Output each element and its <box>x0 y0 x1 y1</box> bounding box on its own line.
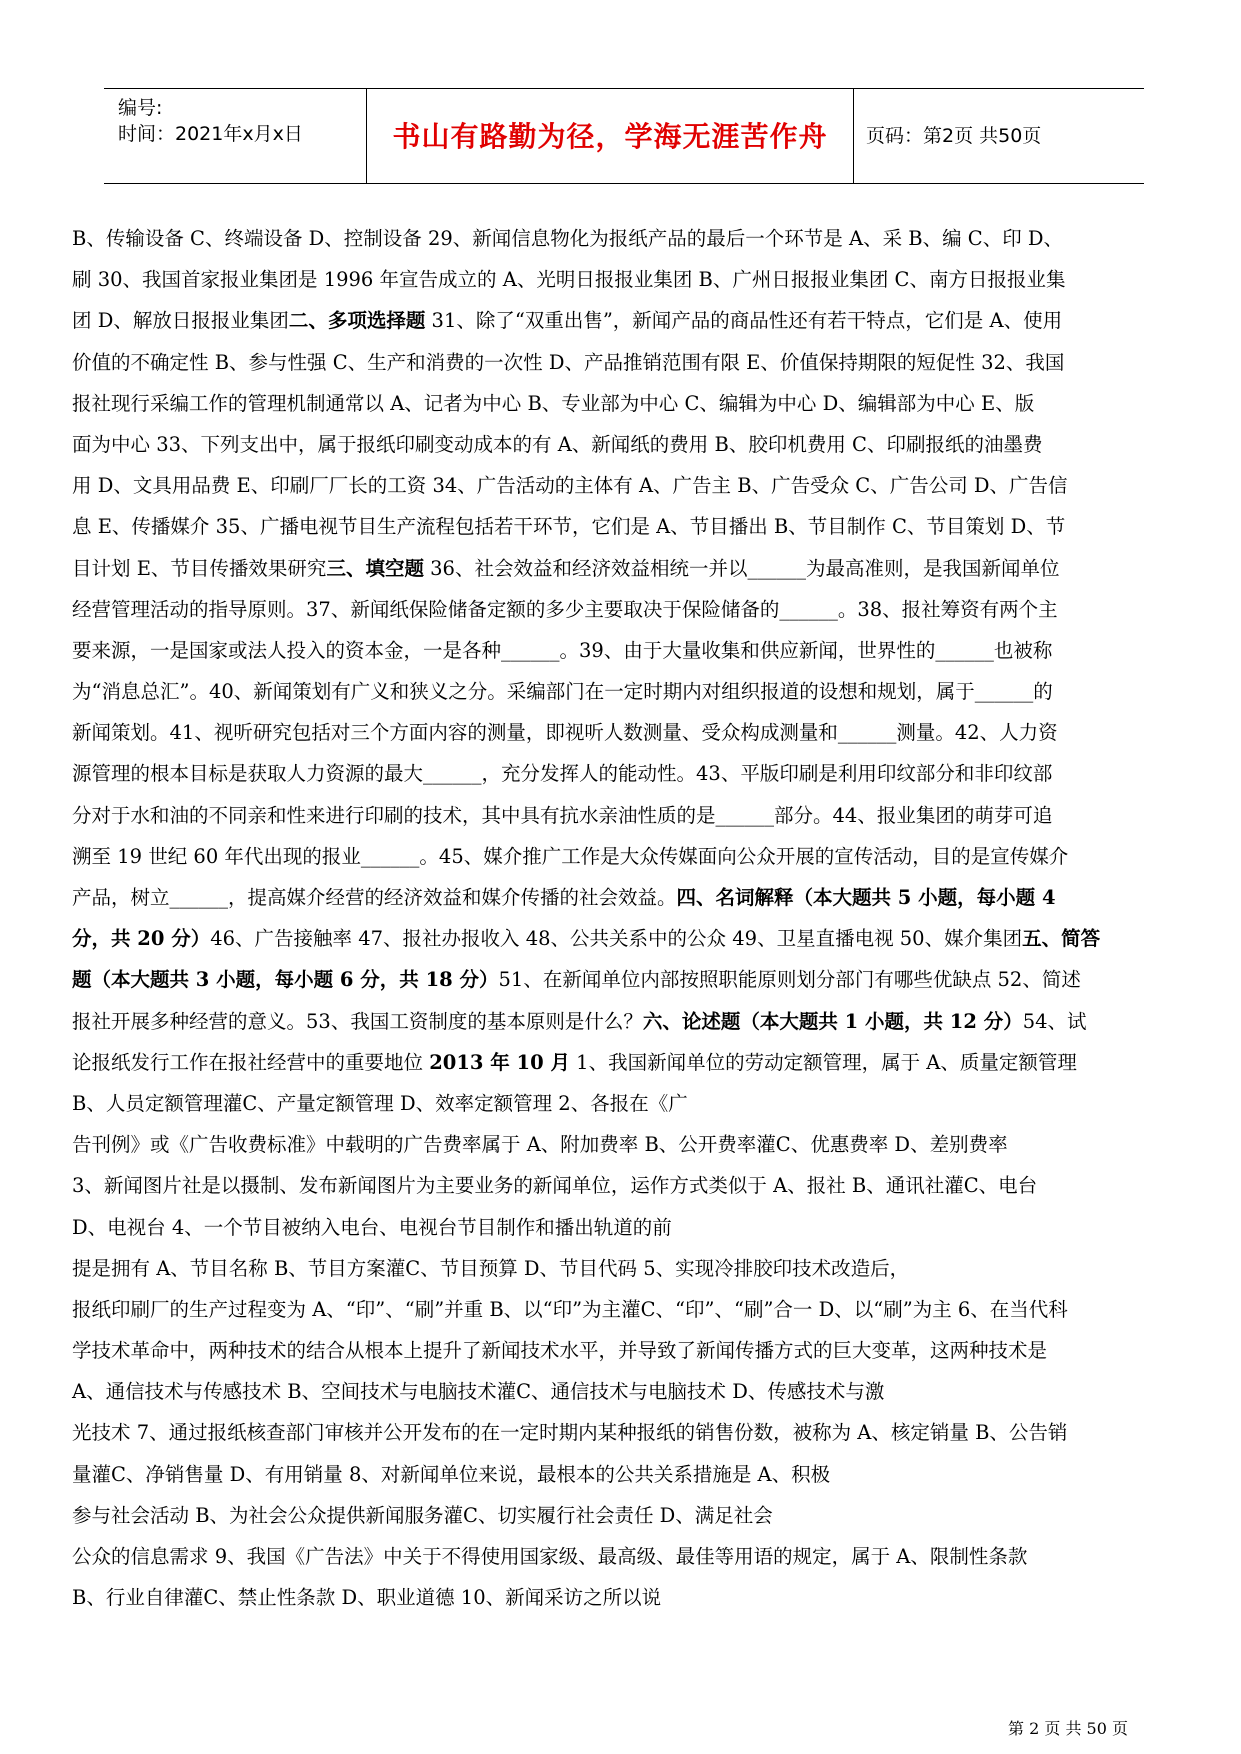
text-segment: 面为中心 33、下列支出中，属于报纸印刷变动成本的有 A、新闻纸的费用 B、胶印机费用 C、印刷报纸的油墨费 <box>72 432 1043 456</box>
text-segment: 51、在新闻单位内部按照职能原则划分部门有哪些优缺点 52、简述 <box>498 968 1081 992</box>
text-segment: 经营管理活动的指导原则。37、新闻纸保险储备定额的多少主要取决于保险储备的______。38、报社筹资有两个主 <box>72 597 1058 621</box>
section-heading: 二、多项选择题 <box>288 309 426 333</box>
text-line <box>72 1330 1172 1371</box>
text-segment: 36、社会效益和经济效益相统一并以______为最高准则，是我国新闻单位 <box>423 556 1060 580</box>
text-segment: 3、新闻图片社是以摄制、发布新闻图片为主要业务的新闻单位，运作方式类似于 A、报社 B、通讯社灌C、电台 <box>72 1174 1038 1198</box>
text-line <box>72 589 1172 630</box>
text-segment: B、行业自律灌C、禁止性条款 D、职业道德 10、新闻采访之所以说 <box>72 1586 662 1610</box>
text-line <box>72 1083 1172 1124</box>
text-line <box>72 342 1172 383</box>
text-line <box>72 1412 1172 1453</box>
text-line <box>72 1124 1172 1165</box>
text-segment: 公众的信息需求 9、我国《广告法》中关于不得使用国家级、最高级、最佳等用语的规定，属于 A、限制性条款 <box>72 1545 1028 1568</box>
text-line <box>72 506 1172 547</box>
header-motto-cell <box>366 89 854 183</box>
text-line <box>72 1248 1172 1289</box>
text-segment: B、传输设备 C、终端设备 D、控制设备 29、新闻信息物化为报纸产品的最后一个环节是 A、采 B、编 C、印 D、 <box>72 227 1064 250</box>
section-heading: 三、填空题 <box>326 556 424 580</box>
text-line <box>72 1495 1172 1536</box>
text-segment: 刷 30、我国首家报业集团是 1996 年宣告成立的 A、光明日报报业集团 B、广州日报报业集团 C、南方日报报业集 <box>72 268 1066 292</box>
text-line <box>72 877 1172 918</box>
text-line <box>72 383 1172 424</box>
text-segment: 报纸印刷厂的生产过程变为 A、“印”、“刷”并重 B、以“印”为主灌C、“印”、“刷”合一 D、以“刷”为主 6、在当代科 <box>72 1297 1068 1321</box>
text-line <box>72 259 1172 300</box>
text-segment: 参与社会活动 B、为社会公众提供新闻服务灌C、切实履行社会责任 D、满足社会 <box>72 1503 773 1527</box>
page-header <box>104 88 1144 184</box>
text-line <box>72 1042 1172 1083</box>
page-footer: 第 2 页 共 50 页 <box>1008 1719 1128 1738</box>
text-segment: D、电视台 4、一个节目被纳入电台、电视台节目制作和播出轨道的前 <box>72 1215 672 1239</box>
text-line <box>72 1577 1172 1618</box>
text-segment: 团 D、解放日报报业集团 <box>72 309 289 333</box>
document-body <box>72 218 1172 1618</box>
section-heading: 分，共 20 分） <box>72 927 211 951</box>
text-segment: 价值的不确定性 B、参与性强 C、生产和消费的一次性 D、产品推销范围有限 E、价值保持期限的短促性 32、我国 <box>72 350 1065 374</box>
text-line <box>72 836 1172 877</box>
text-line <box>72 300 1172 341</box>
text-line <box>72 218 1172 259</box>
motto-text: 书山有路勤为径，学海无涯苦作舟 <box>392 120 828 153</box>
header-right-cell <box>854 89 1144 183</box>
text-line <box>72 1536 1172 1577</box>
text-segment: 学技术革命中，两种技术的结合从根本上提升了新闻技术水平，并导致了新闻传播方式的巨大变革，这两种技术是 <box>72 1339 1048 1363</box>
text-segment: B、人员定额管理灌C、产量定额管理 D、效率定额管理 2、各报在《广 <box>72 1091 688 1115</box>
text-segment: 论报纸发行工作在报社经营中的重要地位 <box>72 1050 430 1074</box>
section-heading: 五、简答 <box>1022 927 1101 951</box>
text-segment: 提是拥有 A、节目名称 B、节目方案灌C、节目预算 D、节目代码 5、实现冷排胶印技术改造后， <box>72 1256 910 1280</box>
header-left-cell <box>104 89 366 183</box>
text-line <box>72 1289 1172 1330</box>
text-line <box>72 959 1172 1000</box>
page-code: 页码：第2页 共50页 <box>866 125 1042 147</box>
text-segment: 告刊例》或《广告收费标准》中载明的广告费率属于 A、附加费率 B、公开费率灌C、优惠费率 D、差别费率 <box>72 1133 1008 1157</box>
text-segment: 光技术 7、通过报纸核查部门审核并公开发布的在一定时期内某种报纸的销售份数，被称为 A、核定销量 B、公告销 <box>72 1421 1068 1445</box>
text-segment: 为“消息总汇”。40、新闻策划有广义和狭义之分。采编部门在一定时期内对组织报道的设想和规划，属于______的 <box>72 680 1053 704</box>
text-segment: 源管理的根本目标是获取人力资源的最大______，充分发挥人的能动性。43、平版印刷是利用印纹部分和非印纹部 <box>72 762 1053 786</box>
text-line <box>72 753 1172 794</box>
section-heading: 四、名词解释（本大题共 5 小题，每小题 4 <box>676 886 1056 909</box>
section-heading: 2013 年 10 月 <box>429 1050 570 1074</box>
text-line <box>72 712 1172 753</box>
text-line <box>72 465 1172 506</box>
text-line <box>72 671 1172 712</box>
text-segment: 46、广告接触率 47、报社办报收入 48、公共关系中的公众 49、卫星直播电视 50、媒介集团 <box>210 927 1023 951</box>
text-segment: 1、我国新闻单位的劳动定额管理，属于 A、质量定额管理 <box>569 1050 1077 1074</box>
text-segment: 目计划 E、节目传播效果研究 <box>72 556 327 580</box>
text-segment: 新闻策划。41、视听研究包括对三个方面内容的测量，即视听人数测量、受众构成测量和______测量。42、人力资 <box>72 721 1058 745</box>
text-segment: 分对于水和油的不同亲和性来进行印刷的技术，其中具有抗水亲油性质的是______部分。44、报业集团的萌芽可追 <box>72 803 1053 827</box>
text-line <box>72 424 1172 465</box>
text-line <box>72 918 1172 959</box>
text-segment: 要来源，一是国家或法人投入的资本金，一是各种______。39、由于大量收集和供应新闻，世界性的______也被称 <box>72 638 1053 662</box>
text-line <box>72 1371 1172 1412</box>
text-segment: 息 E、传播媒介 35、广播电视节目生产流程包括若干环节，它们是 A、节目播出 B、节目制作 C、节目策划 D、节 <box>72 515 1066 539</box>
text-segment: 产品，树立______，提高媒介经营的经济效益和媒介传播的社会效益。 <box>72 886 677 909</box>
text-line <box>72 795 1172 836</box>
text-segment: 用 D、文具用品费 E、印刷厂厂长的工资 34、广告活动的主体有 A、广告主 B、广告受众 C、广告公司 D、广告信 <box>72 474 1068 498</box>
section-heading: 题（本大题共 3 小题，每小题 6 分，共 18 分） <box>72 968 499 992</box>
text-line <box>72 548 1172 589</box>
time-label: 时间：2021年x月x日 <box>118 123 303 145</box>
text-segment: 溯至 19 世纪 60 年代出现的报业______。45、媒介推广工作是大众传媒面向公众开展的宣传活动，目的是宣传媒介 <box>72 844 1069 868</box>
text-segment: 量灌C、净销售量 D、有用销量 8、对新闻单位来说，最根本的公共关系措施是 A、积极 <box>72 1462 831 1486</box>
serial-label: 编号: <box>118 97 163 119</box>
text-segment: A、通信技术与传感技术 B、空间技术与电脑技术灌C、通信技术与电脑技术 D、传感技术与激 <box>72 1380 885 1404</box>
text-segment: 报社开展多种经营的意义。53、我国工资制度的基本原则是什么？ <box>72 1009 643 1033</box>
text-line <box>72 1454 1172 1495</box>
text-line <box>72 1207 1172 1248</box>
text-segment: 54、试 <box>1022 1009 1087 1033</box>
text-line <box>72 1165 1172 1206</box>
text-line <box>72 630 1172 671</box>
text-segment: 报社现行采编工作的管理机制通常以 A、记者为中心 B、专业部为中心 C、编辑为中心 D、编辑部为中心 E、版 <box>72 391 1035 415</box>
section-heading: 六、论述题（本大题共 1 小题，共 12 分） <box>642 1009 1023 1033</box>
text-segment: 31、除了“双重出售”，新闻产品的商品性还有若干特点，它们是 A、使用 <box>425 309 1063 333</box>
text-line <box>72 1001 1172 1042</box>
